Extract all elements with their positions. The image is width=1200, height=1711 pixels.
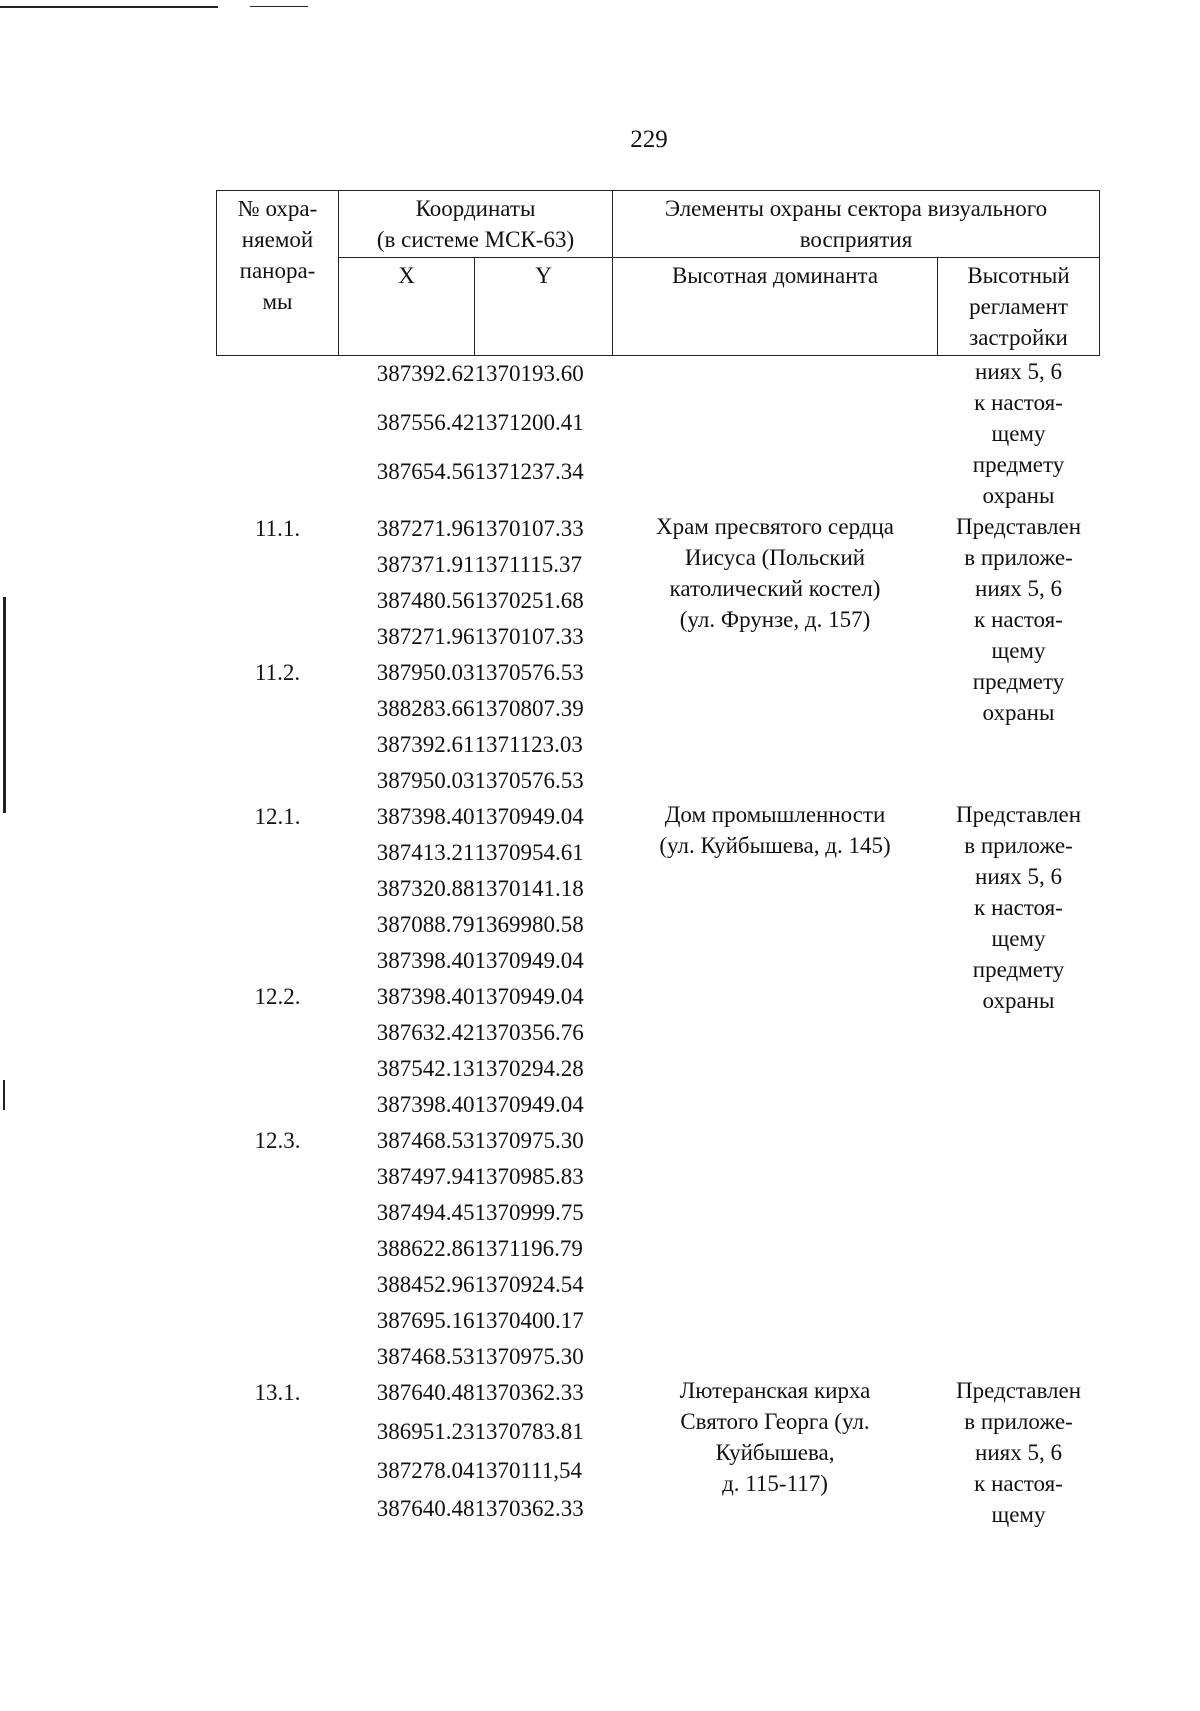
height-regulation-cell: ниях 5, 6 к настоя- щему предмету охраны bbox=[972, 359, 1065, 508]
coord-x: 387468.53 bbox=[376, 1128, 475, 1153]
coord-y: 1370999.75 bbox=[474, 1200, 584, 1225]
coord-y: 1370362.33 bbox=[474, 1496, 584, 1522]
coord-x: 387640.48 bbox=[376, 1496, 475, 1522]
header-coordinates-text: Координаты (в системе МСК-63) bbox=[376, 196, 575, 252]
coord-x: 387392.62 bbox=[376, 361, 475, 386]
coord-x: 388452.96 bbox=[376, 1272, 475, 1297]
coord-x: 387632.42 bbox=[376, 1020, 475, 1045]
scan-edge-line-left bbox=[3, 597, 6, 813]
coord-x: 386951.23 bbox=[376, 1418, 475, 1444]
panorama-number: 11.2. bbox=[254, 660, 301, 685]
panorama-number bbox=[217, 907, 339, 943]
coord-y: 1370576.53 bbox=[474, 660, 584, 685]
coord-y: 1370949.04 bbox=[474, 984, 584, 1009]
panorama-number bbox=[217, 763, 339, 799]
coord-y: 1370924.54 bbox=[474, 1272, 584, 1297]
panorama-number: 13.1. bbox=[254, 1380, 301, 1405]
panorama-number bbox=[217, 835, 339, 871]
panorama-number: 11.1. bbox=[254, 516, 301, 541]
panorama-number: 12.3. bbox=[254, 1128, 301, 1153]
coord-x: 387392.61 bbox=[376, 732, 475, 757]
dominant-cell bbox=[613, 405, 938, 454]
height-dominant-cell: Храм пресвятого сердца Иисуса (Польский католический костел) (ул. Фрунзе, д. 157) bbox=[655, 514, 895, 632]
panorama-number bbox=[217, 1453, 339, 1492]
coord-x: 387398.40 bbox=[376, 804, 475, 829]
coord-x: 387088.79 bbox=[376, 912, 475, 937]
coord-x: 387271.96 bbox=[376, 624, 475, 649]
coord-x: 387278.04 bbox=[376, 1457, 475, 1483]
panorama-number bbox=[217, 619, 339, 655]
coord-y: 1370985.83 bbox=[474, 1164, 584, 1189]
coord-x: 387497.94 bbox=[376, 1164, 475, 1189]
panorama-number bbox=[217, 871, 339, 907]
coord-x: 387950.03 bbox=[376, 768, 475, 793]
page-number: 229 bbox=[630, 126, 668, 153]
panorama-number bbox=[217, 943, 339, 979]
header-x: X bbox=[339, 258, 475, 356]
panorama-number bbox=[217, 1414, 339, 1453]
scan-edge-mark-left bbox=[3, 1080, 5, 1110]
coord-y: 1370193.60 bbox=[474, 361, 584, 386]
coord-x: 387480.56 bbox=[376, 588, 475, 613]
coord-x: 387556.42 bbox=[376, 410, 475, 436]
scan-edge-line-top-2 bbox=[250, 6, 308, 7]
coord-y: 1371237.34 bbox=[474, 459, 584, 485]
coord-x: 387468.53 bbox=[376, 1344, 475, 1369]
coord-x: 388283.66 bbox=[376, 696, 475, 721]
coord-x: 387320.88 bbox=[376, 876, 475, 901]
coord-y: 1370107.33 bbox=[474, 516, 584, 541]
header-protection-elements bbox=[613, 191, 1100, 258]
panorama-number bbox=[217, 1303, 339, 1339]
coord-y: 1370362.33 bbox=[474, 1380, 584, 1405]
coord-y: 1370949.04 bbox=[474, 948, 584, 973]
table-row bbox=[217, 1375, 1100, 1414]
panorama-number bbox=[217, 1195, 339, 1231]
coord-y: 1370975.30 bbox=[474, 1128, 584, 1153]
header-height-regulation-text: Высотный регламент застройки bbox=[967, 263, 1070, 350]
coord-x: 387398.40 bbox=[376, 1092, 475, 1117]
coord-x: 387494.45 bbox=[376, 1200, 475, 1225]
coord-y: 1370111,54 bbox=[474, 1457, 583, 1483]
coord-x: 388622.86 bbox=[376, 1236, 475, 1261]
panorama-number bbox=[217, 1491, 339, 1530]
coord-y: 1370576.53 bbox=[474, 768, 584, 793]
panorama-number bbox=[217, 454, 339, 503]
panorama-number bbox=[217, 1159, 339, 1195]
coord-y: 1370400.17 bbox=[474, 1308, 584, 1333]
table-row bbox=[217, 356, 1100, 406]
panorama-number bbox=[217, 1231, 339, 1267]
header-height-regulation bbox=[938, 258, 1100, 356]
panorama-number bbox=[217, 727, 339, 763]
panorama-number bbox=[217, 405, 339, 454]
panorama-number bbox=[217, 583, 339, 619]
coord-x: 387695.16 bbox=[376, 1308, 475, 1333]
panorama-number bbox=[217, 1267, 339, 1303]
table-row bbox=[217, 511, 1100, 547]
coord-y: 1370949.04 bbox=[474, 804, 584, 829]
dominant-cell bbox=[613, 356, 938, 406]
coord-y: 1371196.79 bbox=[474, 1236, 583, 1261]
coord-y: 1370783.81 bbox=[474, 1418, 584, 1444]
coord-x: 387413.21 bbox=[376, 840, 475, 865]
coord-y: 1370356.76 bbox=[474, 1020, 584, 1045]
coord-y: 1370949.04 bbox=[474, 1092, 584, 1117]
header-panorama-number-text: № охра- няемой панора- мы bbox=[237, 196, 318, 314]
height-regulation-cell: Представлен в приложе- ниях 5, 6 к настоя- щему bbox=[955, 1378, 1082, 1527]
header-y: Y bbox=[475, 258, 613, 356]
coord-x: 387271.96 bbox=[376, 516, 475, 541]
panorama-number bbox=[217, 356, 339, 406]
panorama-number: 12.1. bbox=[254, 804, 301, 829]
coord-x: 387398.40 bbox=[376, 948, 475, 973]
coord-y: 1369980.58 bbox=[474, 912, 584, 937]
coord-y: 1370294.28 bbox=[474, 1056, 584, 1081]
coord-y: 1371115.37 bbox=[474, 552, 583, 577]
coord-y: 1370954.61 bbox=[474, 840, 584, 865]
panorama-number bbox=[217, 1051, 339, 1087]
spacer-cell bbox=[217, 503, 938, 511]
coordinates-table bbox=[216, 190, 1100, 1530]
coord-y: 1371123.03 bbox=[474, 732, 583, 757]
header-panorama-number bbox=[217, 191, 339, 356]
header-dominant: Высотная доминанта bbox=[613, 258, 938, 356]
scan-edge-line-top bbox=[0, 6, 218, 8]
header-coordinates bbox=[339, 191, 613, 258]
coord-y: 1370141.18 bbox=[474, 876, 584, 901]
header-protection-elements-text: Элементы охраны сектора визуального восприятия bbox=[664, 196, 1048, 252]
panorama-number bbox=[217, 1087, 339, 1123]
height-dominant-cell: Дом промышленности (ул. Куйбышева, д. 145) bbox=[659, 802, 891, 858]
height-dominant-cell: Лютеранская кирха Святого Георга (ул. Куйбышева, д. 115-117) bbox=[679, 1378, 871, 1496]
coord-x: 387640.48 bbox=[376, 1380, 475, 1405]
panorama-number: 12.2. bbox=[254, 984, 301, 1009]
panorama-number bbox=[217, 691, 339, 727]
dominant-cell bbox=[613, 454, 938, 503]
table-row bbox=[217, 799, 1100, 835]
panorama-number bbox=[217, 1015, 339, 1051]
coord-y: 1370107.33 bbox=[474, 624, 584, 649]
coord-y: 1370807.39 bbox=[474, 696, 584, 721]
coord-x: 387654.56 bbox=[376, 459, 475, 485]
height-regulation-cell: Представлен в приложе- ниях 5, 6 к настоя- щему предмету охраны bbox=[955, 802, 1082, 1013]
height-regulation-cell: Представлен в приложе- ниях 5, 6 к настоя- щему предмету охраны bbox=[955, 514, 1082, 725]
coord-x: 387398.40 bbox=[376, 984, 475, 1009]
coord-x: 387371.91 bbox=[376, 552, 475, 577]
panorama-number bbox=[217, 1339, 339, 1375]
table-body bbox=[217, 356, 1100, 1531]
coord-x: 387950.03 bbox=[376, 660, 475, 685]
coord-x: 387542.13 bbox=[376, 1056, 475, 1081]
coord-y: 1371200.41 bbox=[474, 410, 584, 436]
coord-y: 1370251.68 bbox=[474, 588, 584, 613]
coord-y: 1370975.30 bbox=[474, 1344, 584, 1369]
panorama-number bbox=[217, 547, 339, 583]
